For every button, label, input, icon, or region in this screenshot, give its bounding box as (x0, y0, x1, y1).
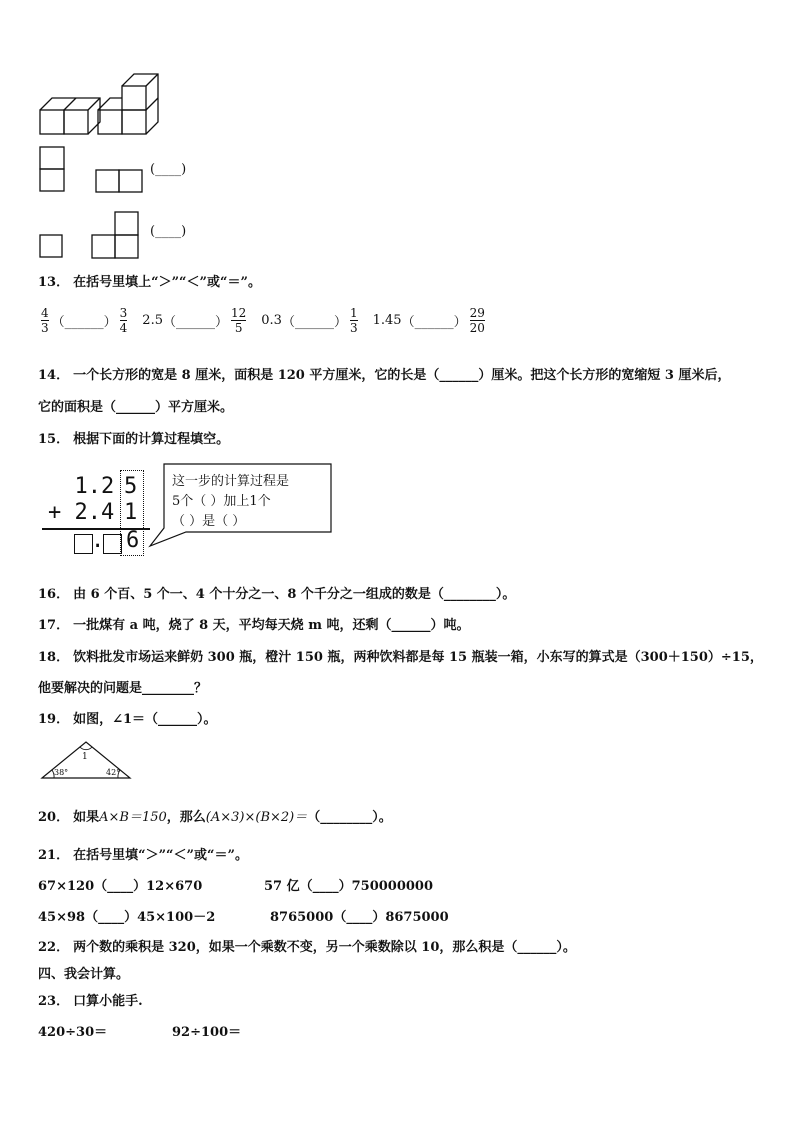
question-14-line-2: 它的面积是（______）平方厘米。 (38, 400, 234, 415)
front-view-figure-b (38, 233, 68, 261)
comparison-r1c2: 57 亿（____）750000000 (264, 879, 434, 894)
calc-decimal-point: . (91, 528, 105, 553)
oral-calc-2: 92÷100＝ (172, 1025, 242, 1040)
question-16 (38, 583, 515, 602)
comparison-r2c2: 8765000（____）8675000 (270, 910, 449, 925)
angle-38-label: 38° (54, 768, 69, 777)
question-number: 21． (38, 848, 70, 863)
question-number: 22． (38, 940, 70, 955)
question-23 (38, 990, 143, 1009)
math-expression: (A×3)×(B×2)＝ (205, 810, 308, 825)
answer-blank[interactable]: （______） (401, 315, 467, 330)
angle-1-label: 1 (82, 752, 88, 762)
question-text: 在括号里填“＞”“＜”或“＝”。 (73, 848, 248, 863)
question-number: 18． (38, 650, 70, 665)
calc-row-1: 1.2 (48, 474, 115, 499)
number: 2.5 (142, 313, 163, 328)
comparison-item (261, 306, 360, 335)
front-view-figure-a (38, 145, 68, 195)
question-number: 19． (38, 712, 70, 727)
number: 1.45 (372, 313, 402, 328)
question-text: 两个数的乘积是 320，如果一个乘数不变，另一个乘数除以 10，那么积是（______）。 (73, 940, 576, 955)
question-number: 16． (38, 587, 70, 602)
side-view-figure-b (90, 210, 142, 262)
question-21 (38, 844, 248, 863)
question-20: 20． 如果A×B＝150，那么(A×3)×(B×2)＝（________）。 (38, 810, 392, 825)
comparison-item (142, 306, 249, 335)
fraction: $\frac{29}{20}$ (469, 306, 485, 335)
comparison-r2c1: 45×98（____）45×100－2 (38, 910, 216, 925)
bubble-line-3: （ ）是（ ） (172, 514, 246, 529)
bubble-line-2: 5个（ ）加上1个 (172, 494, 271, 509)
question-text: 口算小能手. (73, 994, 143, 1009)
math-expression: A×B＝150 (99, 810, 167, 825)
question-13 (38, 271, 261, 290)
fraction: $\frac{4}{3}$ (41, 306, 49, 335)
calc-result-last-digit: 6 (126, 528, 140, 553)
calc-row-1-last-digit: 5 (124, 474, 138, 499)
comparison-r1c1: 67×120（____）12×670 (38, 879, 203, 894)
calc-row-2: + 2.4 (48, 500, 115, 525)
comparison-row (38, 306, 500, 335)
fraction: $\frac{3}{4}$ (119, 306, 128, 335)
oral-calc-1: 420÷30＝ (38, 1025, 108, 1040)
question-22 (38, 936, 576, 955)
comparison-item (38, 306, 130, 335)
question-18-line-2: 他要解决的问题是________？ (38, 681, 208, 696)
answer-blank-2[interactable]: (____) (150, 224, 187, 239)
triangle-figure (38, 738, 138, 782)
number: 0.3 (261, 313, 282, 328)
side-view-figure-a (94, 168, 146, 196)
question-number: 14． (38, 368, 70, 383)
question-text: 根据下面的计算过程填空。 (73, 432, 230, 447)
question-18 (38, 646, 763, 665)
answer-blank[interactable]: （________）。 (307, 810, 392, 825)
question-text: 饮料批发市场运来鲜奶 300 瓶，橙汁 150 瓶，两种饮料都是每 15 瓶装一箱，小东写的算式是（300＋150）÷15， (73, 650, 763, 665)
answer-blank-1[interactable]: (____) (150, 162, 187, 177)
question-text: 由 6 个百、5 个一、4 个十分之一、8 个千分之一组成的数是（________）。 (73, 587, 516, 602)
question-17 (38, 614, 469, 633)
question-text: 在括号里填上“＞”“＜”或“＝”。 (73, 275, 261, 290)
answer-blank[interactable]: （______） (162, 315, 228, 330)
question-15 (38, 428, 229, 447)
angle-42-label: 42° (106, 768, 121, 777)
answer-blank[interactable]: （______） (51, 315, 117, 330)
section-heading: 四、我会计算。 (38, 967, 130, 982)
fraction: $\frac{12}{5}$ (231, 306, 247, 335)
question-text: 如图，∠1＝（______）。 (73, 712, 217, 727)
answer-blank[interactable]: （______） (281, 315, 347, 330)
comparison-item (373, 306, 488, 335)
highlight-dotted-box (120, 470, 144, 556)
calc-row-2-last-digit: 1 (124, 500, 138, 525)
question-number: 15． (38, 432, 70, 447)
question-number: 20． (38, 810, 70, 825)
question-19 (38, 708, 217, 727)
question-text: 一批煤有 a 吨，烧了 8 天，平均每天烧 m 吨，还剩（______）吨。 (73, 618, 470, 633)
question-number: 23． (38, 994, 70, 1009)
question-14 (38, 364, 730, 383)
question-number: 13． (38, 275, 70, 290)
question-text: 一个长方形的宽是 8 厘米，面积是 120 平方厘米，它的长是（______）厘米。把这个长方形的宽缩短 3 厘米后， (73, 368, 731, 383)
cube-stack-figure (38, 78, 198, 138)
bubble-line-1: 这一步的计算过程是 (172, 474, 290, 489)
question-number: 17． (38, 618, 70, 633)
fraction: $\frac{1}{3}$ (349, 306, 358, 335)
